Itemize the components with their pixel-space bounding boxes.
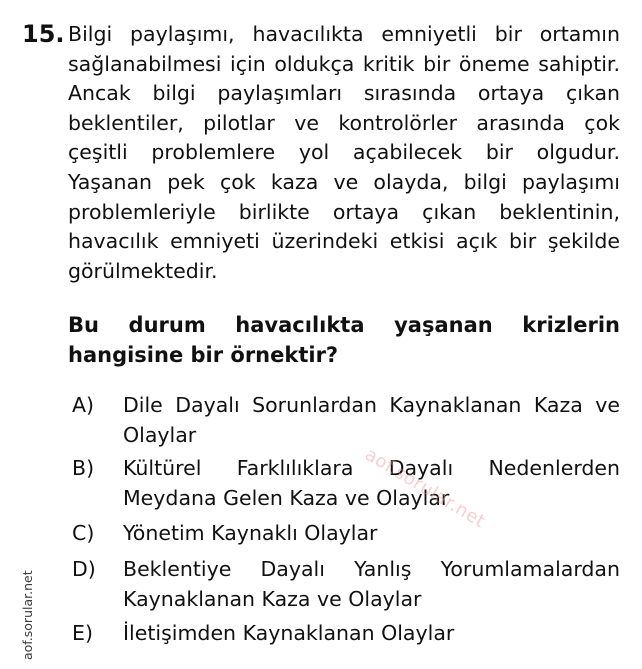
question-prompt: Bu durum havacılıkta yaşanan krizlerin hangisine bir örnektir?	[68, 313, 620, 367]
option-text: Kültürel Farklılıklara Dayalı Nedenlerden Meydana Gelen Kaza ve Olaylar	[123, 456, 620, 510]
watermark-diagonal: aof.sorular.net	[361, 444, 490, 533]
option-text: Beklentiye Dayalı Yanlış Yorumlamalardan Kaynaklanan Kaza ve Olaylar	[123, 557, 620, 611]
watermark-side: aof.sorular.net	[20, 570, 35, 660]
option-letter: E)	[72, 621, 93, 645]
question-number: 15.	[22, 20, 65, 48]
option-letter: C)	[72, 521, 95, 545]
option-letter: B)	[72, 456, 95, 480]
option-letter: A)	[72, 393, 95, 417]
option-letter: D)	[72, 557, 96, 581]
option-text: Dile Dayalı Sorunlardan Kaynaklanan Kaza ve Olaylar	[123, 393, 620, 447]
option-text: İletişimden Kaynaklanan Olaylar	[123, 621, 455, 645]
question-stem: Bilgi paylaşımı, havacılıkta emniyetli bir ortamın sağlanabilmesi için oldukça kritik bir öneme sahiptir. Ancak bilgi paylaşımları sırasında ortaya çıkan beklentiler, pilotlar ve kontrolörler arasında çok çeşitli problemlere yol açabilecek bir olgudur. Yaşanan pek çok kaza ve olayda, bilgi paylaşımı problemleriyle birlikte ortaya çıkan beklentinin, havacılık emniyeti üzerindeki etkisi açık bir şekilde görülmektedir.	[68, 22, 620, 283]
option-text: Yönetim Kaynaklı Olaylar	[123, 521, 378, 545]
